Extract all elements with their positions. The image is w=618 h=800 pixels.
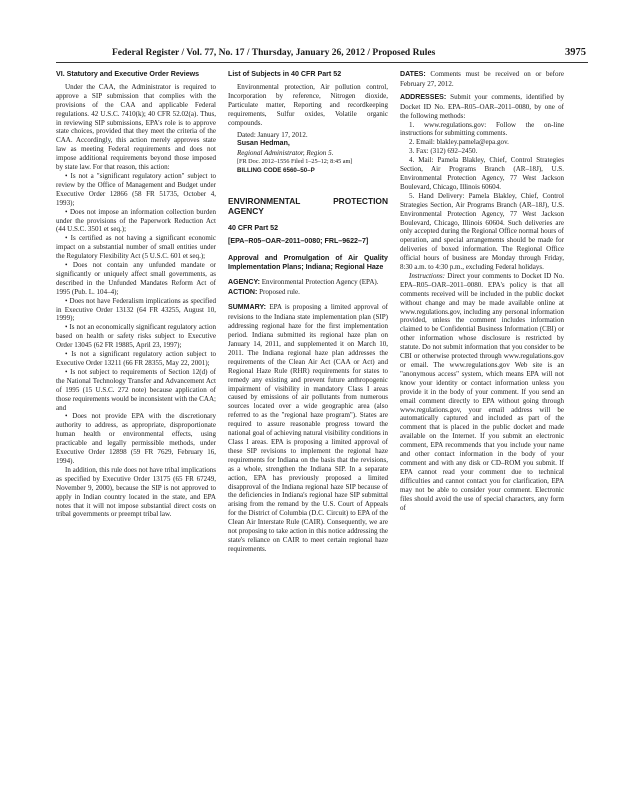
- dated: Dated: January 17, 2012.: [237, 131, 308, 140]
- addresses-text: Submit your comments, identified by Docket ID No. EPA–R05–OAR–2011–0080, by one of the following methods:: [400, 92, 565, 120]
- column-1: [56, 70, 216, 519]
- signer-title: Regional Administrator, Region 5.: [237, 149, 334, 158]
- paragraph: In addition, this rule does not have tribal implications as specified by Executive Order 13175 (65 FR 67249, November 9, 2000), because the SIP is not approved to apply in Indian country located in the state, and EPA notes that it will not impose substantial direct costs on tribal governments or preempt tribal law.: [56, 465, 216, 519]
- header-rule: [56, 62, 588, 63]
- bullet-item: • Is not a "significant regulatory action" subject to review by the Office of Management and Budget under Executive Order 12866 (58 FR 51735, October 4, 1993);: [56, 171, 216, 207]
- instructions-text: Direct your comments to Docket ID No. EPA–R05–OAR–2011–0080. EPA's policy is that all comments received will be included in the public docket without change and may be made available online at www.regulations.gov, including any personal information provided, unless the comment includes information claimed to be Confidential Business Information (CBI) or other information whose disclosure is restricted by statute. Do not submit information that you consider to be CBI or otherwise protected through www.regulations.gov or email. The www.regulations.gov Web site is an "anonymous access" system, which means EPA will not know your identity or contact information unless you provide it in the body of your comment. If you send an email comment directly to EPA without going through www.regulations.gov, your email address will be automatically captured and included as part of the comment that is placed in the public docket and made available on the Internet. If you submit an electronic comment, EPA recommends that you include your name and other contact information in the body of your comment and with any disk or CD–ROM you submit. If EPA cannot read your comment due to technical difficulties and cannot contact you for clarification, EPA may not be able to consider your comment. Electronic files should avoid the use of special characters, any form of: [400, 271, 564, 512]
- page-number: 3975: [565, 47, 586, 58]
- section-heading: VI. Statutory and Executive Order Reviews: [56, 70, 200, 78]
- bullet-item: • Does not impose an information collection burden under the provisions of the Paperwork Reduction Act (44 U.S.C. 3501 et seq.);: [56, 207, 216, 234]
- method-item: 3. Fax: (312) 692–2450.: [409, 147, 478, 156]
- summary-label: SUMMARY:: [228, 304, 266, 312]
- fr-doc: [FR Doc. 2012–1556 Filed 1–25–12; 8:45 am]: [237, 158, 353, 166]
- subjects-heading: List of Subjects in 40 CFR Part 52: [228, 70, 342, 78]
- method-item: 2. Email: blakley.pamela@epa.gov.: [409, 138, 509, 147]
- bullet-item: • Is not an economically significant regulatory action based on health or safety risks subject to Executive Order 13045 (62 FR 19885, April 23, 1997);: [56, 323, 216, 350]
- dates-text: Comments must be received on or before February 27, 2012.: [400, 70, 565, 88]
- dates-label: DATES:: [400, 71, 426, 78]
- action-line: [228, 288, 388, 298]
- summary-text: EPA is proposing a limited approval of revisions to the Indiana state implementation plan (SIP) addressing regional haze for the first implementation period. Indiana submitted its regional haze plan on January 14, 2011, and supplemented it on March 10, 2011. The Indiana regional haze plan addresses the requirements of the Clean Air Act (CAA or Act) and Regional Haze Rule (RHR) requirements for states to remedy any existing and prevent future anthropogenic impairment of visibility in mandatory Class I areas caused by emissions of air pollutants from numerous sources located over a wide geographic area (also referred to as the "regional haze program"). States are required to assure reasonable progress toward the national goal of achieving natural visibility conditions in Class I areas. EPA is proposing a limited approval of these SIP revisions to implement the regional haze requirements for Indiana on the basis that the revisions, as a whole, strengthen the Indiana SIP. In a separate action, EPA has previously proposed a limited disapproval of the Indiana regional haze SIP because of the deficiencies in Indiana's regional haze SIP submittal arising from the remand by the U.S. Court of Appeals for the District of Columbia (D.C. Circuit) to EPA of the Clean Air Interstate Rule (CAIR). Consequently, we are not proposing to take action in this notice addressing the state's reliance on CAIR to meet certain regional haze requirements.: [228, 303, 388, 553]
- instructions-line: [400, 272, 564, 512]
- agency-name: ENVIRONMENTAL PROTECTION AGENCY: [228, 195, 388, 216]
- addresses-label: ADDRESSES:: [400, 93, 447, 101]
- signer-name: Susan Hedman,: [237, 140, 290, 148]
- running-header: [112, 46, 586, 60]
- summary-line: [228, 303, 388, 553]
- column-2: [228, 70, 388, 554]
- agency-line: [228, 278, 388, 288]
- bullet-item: • Does not contain any unfunded mandate or significantly or uniquely affect small governments, as described in the Unfunded Mandates Reform Act of 1995 (Pub. L. 104–4);: [56, 261, 216, 296]
- addresses-line: [400, 93, 564, 121]
- bullet-item: • Is certified as not having a significant economic impact on a substantial number of small entities under the Regulatory Flexibility Act (5 U.S.C. 601 et seq.);: [56, 234, 216, 261]
- header-title: Federal Register / Vol. 77, No. 17 / Thursday, January 26, 2012 / Proposed Rules: [112, 48, 436, 58]
- method-item: 5. Hand Delivery: Pamela Blakley, Chief, Control Strategies Section, Air Programs Branch (AR–18J), U.S. Environmental Protection Agency, 77 West Jackson Boulevard, Chicago, Illinois 60604. Such deliveries are only accepted during the Regional Office normal hours of operation, and special arrangements should be made for deliveries of boxed information. The Regional Office official hours of business are Monday through Friday, 8:30 a.m. to 4:30 p.m., excluding Federal holidays.: [400, 191, 564, 272]
- cfr-part: 40 CFR Part 52: [228, 223, 279, 232]
- paragraph: Under the CAA, the Administrator is required to approve a SIP submission that complies with the provisions of the CAA and applicable Federal regulations. 42 U.S.C. 7410(k); 40 CFR 52.02(a). Thus, in reviewing SIP submissions, EPA's role is to approve state choices, provided that they meet the criteria of the CAA. Accordingly, this action merely approves state law as meeting Federal requirements and does not impose additional requirements beyond those imposed by state law. For that reason, this action:: [56, 82, 216, 172]
- agency-text: Environmental Protection Agency (EPA).: [261, 277, 379, 286]
- action-label: ACTION:: [228, 288, 258, 296]
- rule-title: Approval and Promulgation of Air Quality Implementation Plans; Indiana; Regional Haze: [228, 253, 388, 271]
- subjects-text: Environmental protection, Air pollution control, Incorporation by reference, Nitrogen dioxide, Particulate matter, Reporting and recordkeeping requirements, Sulfur oxides, Volatile organic compounds.: [228, 82, 388, 127]
- bullet-item: • Does not provide EPA with the discretionary authority to address, as appropriate, disproportionate human health or environmental effects, using practicable and legally permissible methods, under Executive Order 12898 (59 FR 7629, February 16, 1994).: [56, 412, 216, 465]
- method-item: 1. www.regulations.gov: Follow the on-line instructions for submitting comments.: [400, 120, 564, 138]
- action-text: Proposed rule.: [259, 287, 300, 296]
- bullet-item: • Is not a significant regulatory action subject to Executive Order 13211 (66 FR 28355, May 22, 2001);: [56, 350, 216, 367]
- instructions-label: Instructions:: [409, 271, 446, 280]
- column-3: [400, 70, 564, 512]
- bullet-item: • Is not subject to requirements of Section 12(d) of the National Technology Transfer and Advancement Act of 1995 (15 U.S.C. 272 note) because application of those requirements would be inconsistent with the CAA; and: [56, 367, 216, 412]
- bullet-item: • Does not have Federalism implications as specified in Executive Order 13132 (64 FR 43255, August 10, 1999);: [56, 296, 216, 323]
- method-item: 4. Mail: Pamela Blakley, Chief, Control Strategies Section, Air Programs Branch (AR–18J), U.S. Environmental Protection Agency, 77 West Jackson Boulevard, Chicago, Illinois 60604.: [400, 156, 564, 191]
- billing-code: BILLING CODE 6560–50–P: [237, 167, 315, 175]
- dates-line: [400, 70, 564, 89]
- agency-label: AGENCY:: [228, 278, 260, 286]
- docket-id: [EPA–R05–OAR–2011–0080; FRL–9622–7]: [228, 236, 369, 245]
